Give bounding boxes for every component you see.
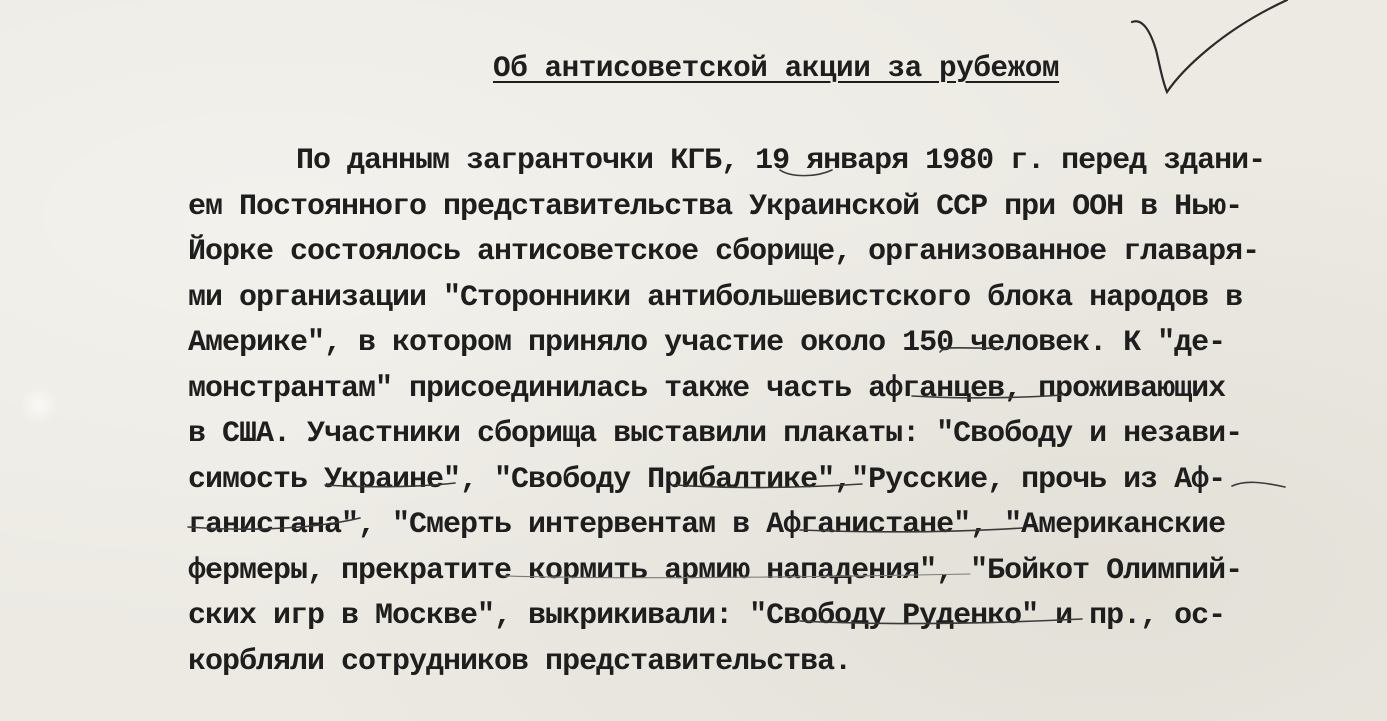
document-body bbox=[188, 139, 1328, 685]
body-line: ских игр в Москве", выкрикивали: "Свободу Руденко" и пр., ос- bbox=[188, 599, 1226, 633]
document-title: Об антисоветской акции за рубежом bbox=[493, 52, 1060, 86]
body-line: Америке", в котором приняло участие около 150 человек. К "де- bbox=[188, 326, 1226, 360]
body-line: симость Украине", "Свободу Прибалтике","Русские, прочь из Аф- bbox=[188, 462, 1226, 497]
punch-hole bbox=[18, 385, 60, 425]
body-line: монстрантам" присоединилась также часть афганцев, проживающих bbox=[188, 371, 1226, 406]
body-line: корбляли сотрудников представительства. bbox=[188, 644, 852, 679]
body-line: фермеры, прекратите кормить армию нападения", "Бойкот Олимпий- bbox=[188, 553, 1243, 588]
body-line: ганистана", "Смерть интервентам в Афганистане", "Американские bbox=[188, 508, 1226, 542]
body-line: По данным загранточки КГБ, 19 января 1980 г. перед здани- bbox=[296, 144, 1266, 178]
checkmark-icon bbox=[1122, 0, 1322, 100]
body-line: в США. Участники сборища выставили плакаты: "Свободу и незави- bbox=[188, 417, 1243, 451]
body-line: Йорке состоялось антисоветское сборище, организованное главаря- bbox=[188, 235, 1260, 269]
body-line: ми организации "Сторонники антибольшевистского блока народов в bbox=[188, 280, 1243, 315]
body-line: ем Постоянного представительства Украинской ССР при ООН в Нью- bbox=[188, 189, 1243, 224]
